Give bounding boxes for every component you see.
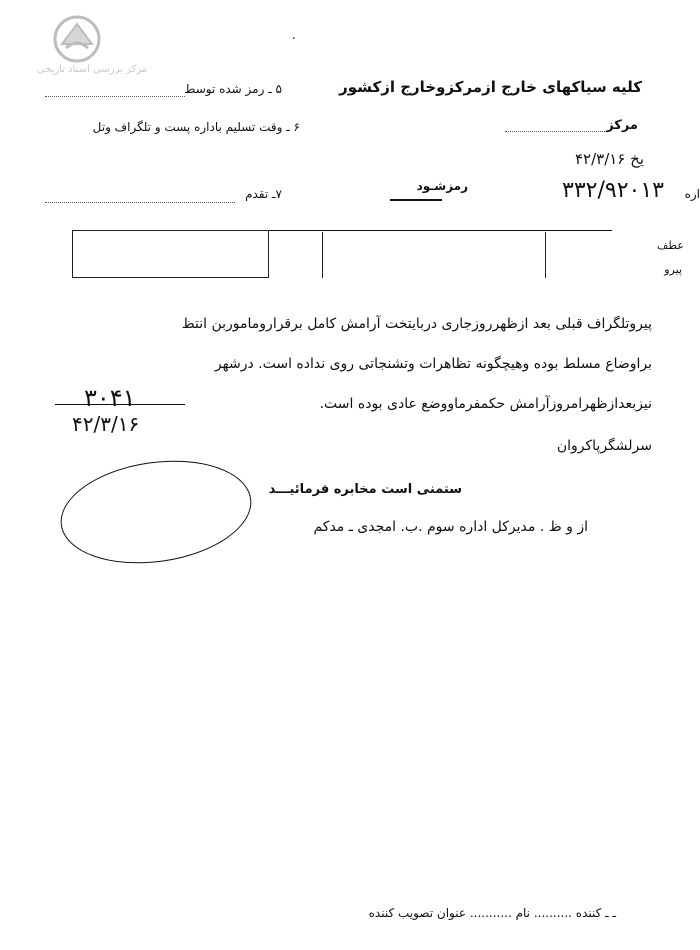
code-underline: [390, 199, 442, 201]
handwritten-underline: [55, 404, 185, 405]
watermark-text: مرکز بررسی اسناد تاریخی: [36, 64, 148, 75]
handwritten-date: ۴۲/۳/۱۶: [72, 412, 140, 436]
dotted-line: [45, 96, 185, 97]
dotted-line: [45, 202, 235, 203]
center-label: مرکز: [606, 118, 638, 133]
document-number: ۳۳۲/۹۲۰۱۳: [562, 178, 664, 203]
priority-label: ۷ـ تقدم: [245, 187, 282, 201]
number-label: اره: [684, 187, 700, 201]
dotted-line: [505, 131, 605, 132]
reference-stamp-box: [322, 232, 546, 278]
reference-divider: [268, 232, 275, 276]
footer-signature-line: ـ ـ کننده .......... نام ........... عنوان تصویب کننده: [368, 906, 616, 920]
top-mark: ٠: [290, 30, 298, 46]
sender-line: از و ظ . مدیرکل اداره سوم .ب. امجدی ـ مدکم: [313, 519, 588, 535]
reference-atf-label: عطف: [657, 239, 684, 252]
body-line: براوضاع مسلط بوده وهیچگونه تظاهرات وتشنجاتی روی نداده است. درشهر: [214, 356, 652, 372]
signatory-name: سرلشگرپاکروان: [556, 438, 652, 454]
reference-stamp-box: [72, 230, 269, 278]
archive-logo-icon: [52, 14, 102, 64]
encrypted-by-label: ۵ ـ رمز شده توسط: [184, 82, 282, 96]
handwritten-oval: [54, 449, 258, 575]
delivery-time-label: ۶ ـ وقت تسلیم باداره پست و تلگراف وتل: [92, 120, 300, 134]
body-line: نیزبعدازظهرامروزآرامش حکمفرماووضع عادی بوده است.: [319, 396, 652, 412]
code-label: رمزشـود: [416, 179, 468, 193]
reference-pyro-label: پیرو: [664, 263, 682, 276]
date-value: یخ ۴۲/۳/۱۶: [574, 150, 644, 168]
handwritten-number: ۳۰۴۱: [84, 384, 136, 412]
transmit-instruction: ستمنی است مخابره فرمائیـــد: [268, 482, 462, 497]
body-line: پیروتلگراف قبلی بعد ازظهرروزجاری دربایتخت آرامش کامل برقراروماموربن انتظ: [181, 316, 652, 332]
recipient-title: کلیه سیاکهای خارج ازمرکزوخارج ازکشور: [339, 78, 642, 96]
